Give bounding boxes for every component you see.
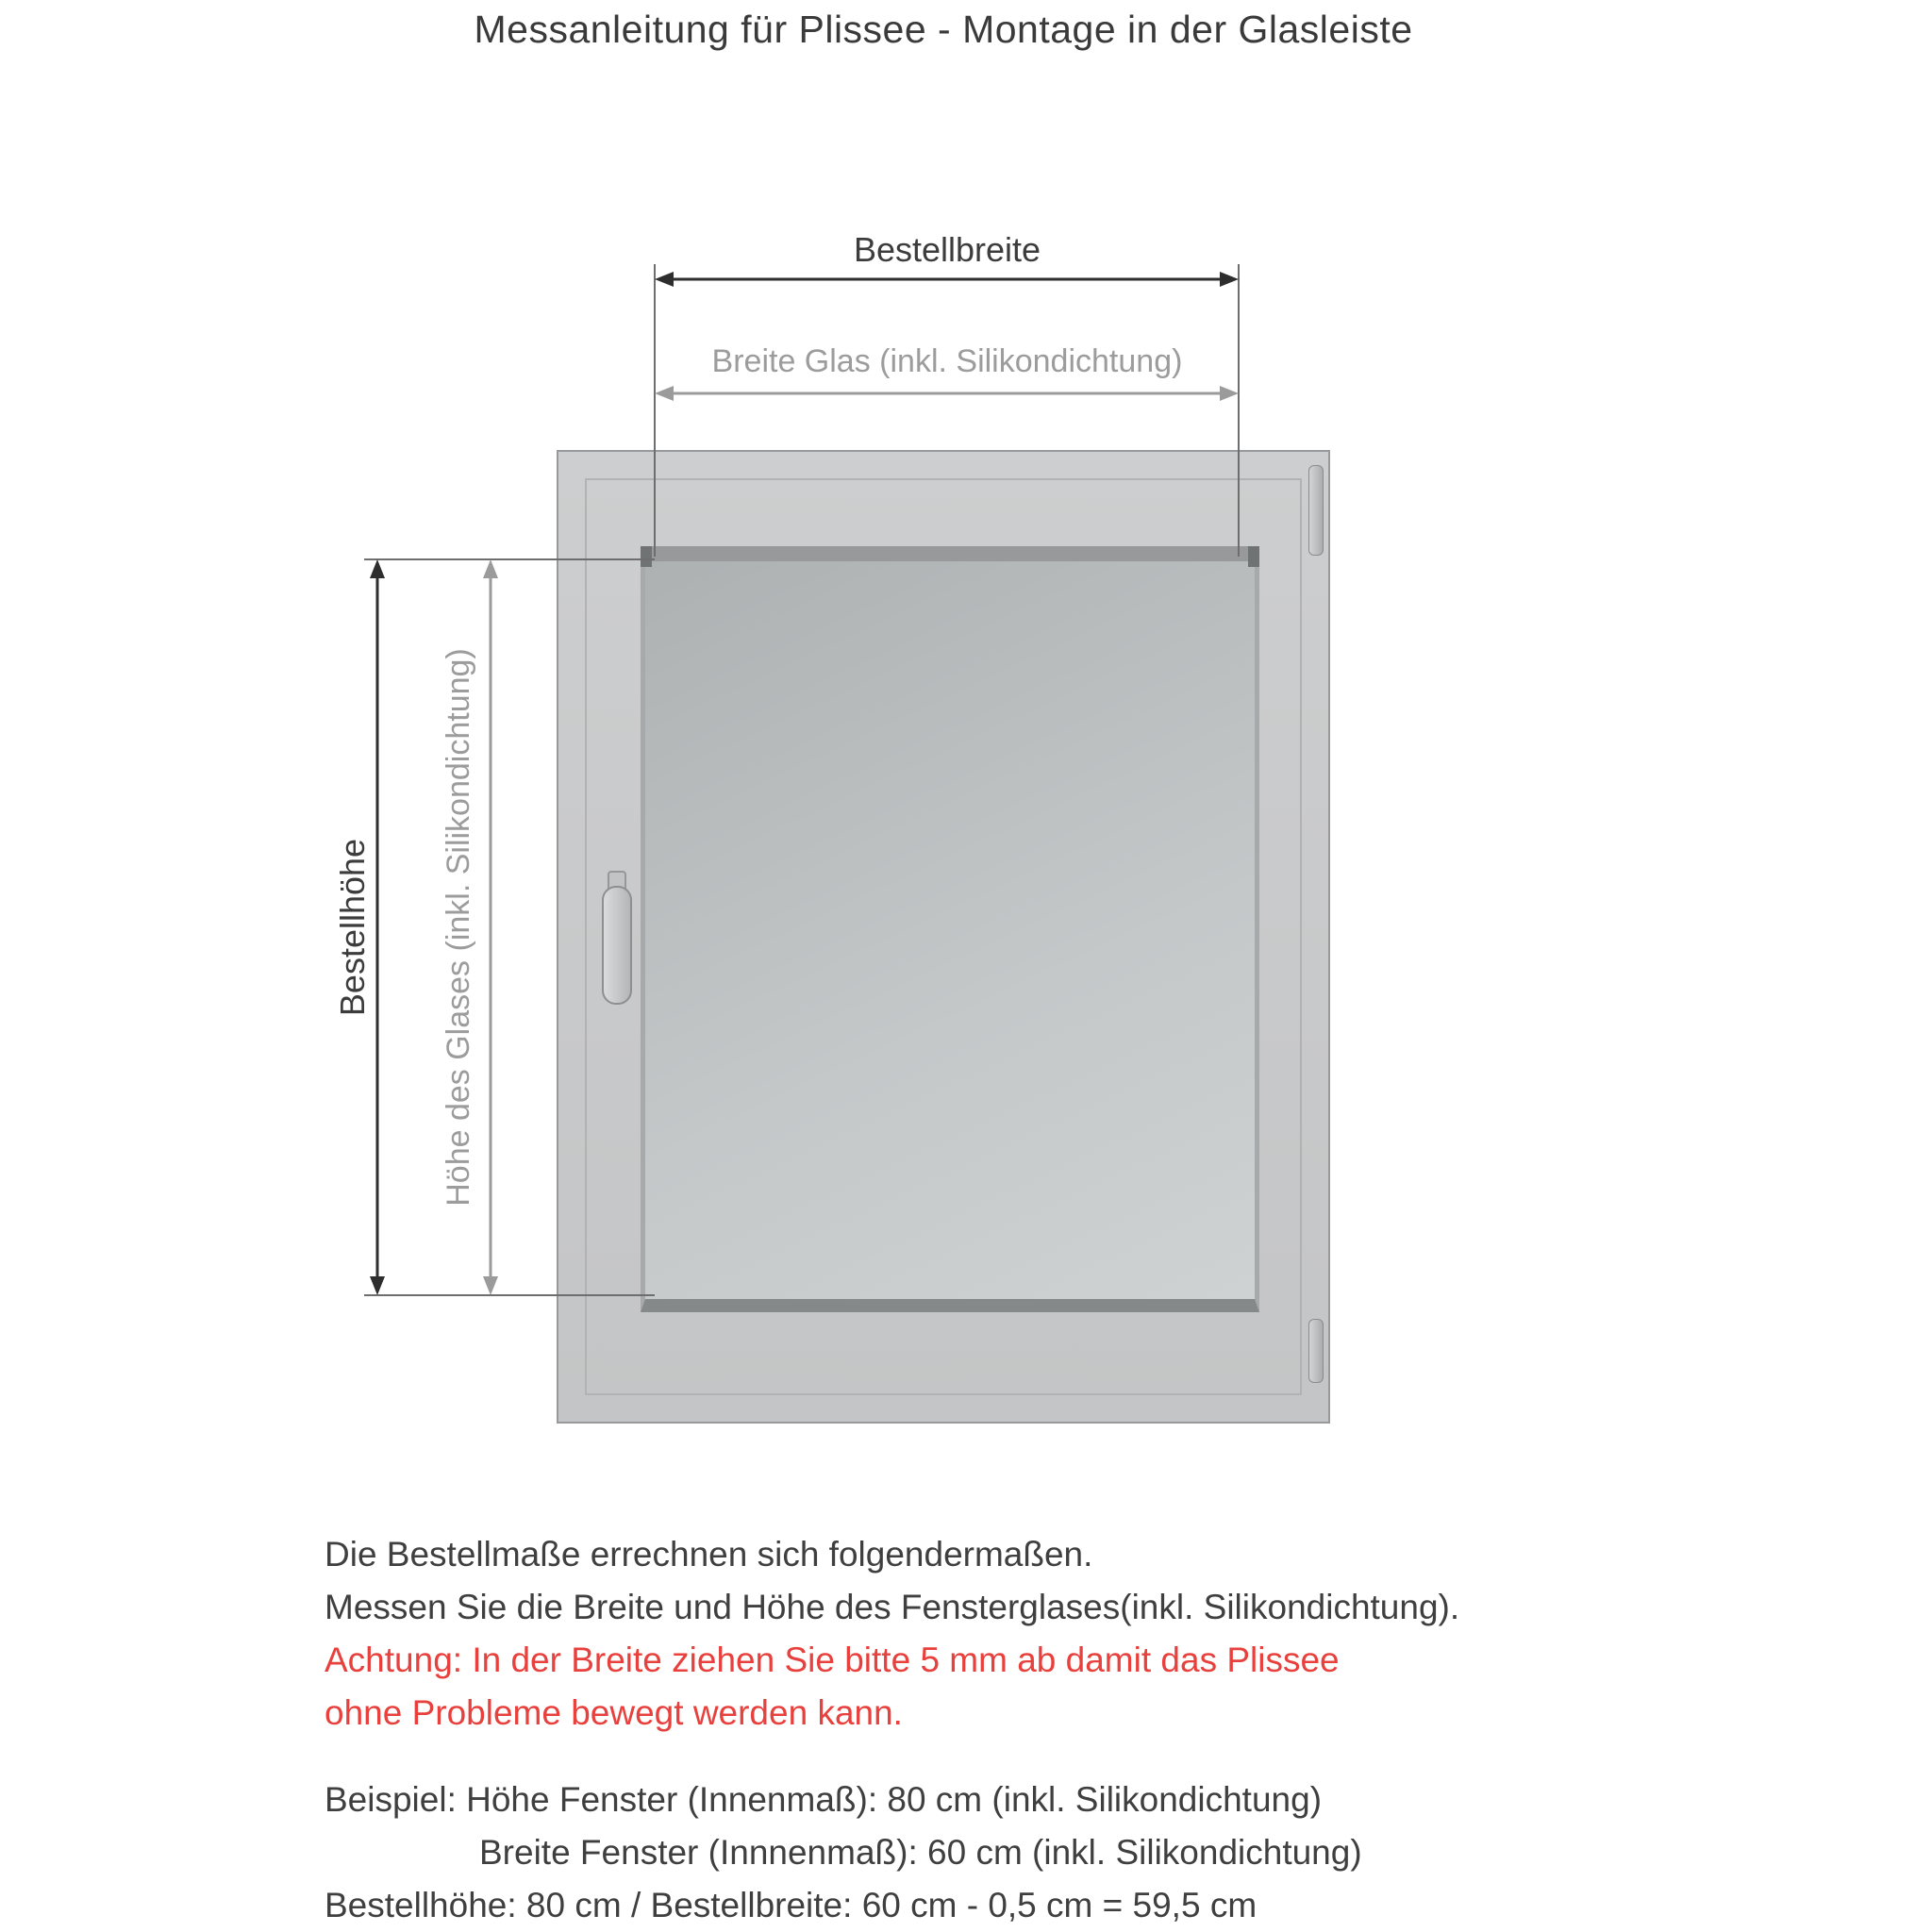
warning-line-2: ohne Probleme bewegt werden kann. (325, 1693, 903, 1732)
order-height-label: Bestellhöhe (333, 838, 372, 1017)
example-line-3: Bestellhöhe: 80 cm / Bestellbreite: 60 cm - 0,5 cm = 59,5 cm (325, 1886, 1257, 1924)
instruction-text (325, 1528, 1459, 1932)
glass-height-arrow (483, 559, 498, 1295)
glass-height-label: Höhe des Glases (inkl. Silikondichtung) (441, 648, 476, 1207)
glass-pane (641, 546, 1259, 1312)
page-title: Messanleitung für Plissee - Montage in der Glasleiste (474, 8, 1413, 51)
order-width-label: Bestellbreite (853, 230, 1041, 269)
glass-width-label: Breite Glas (inkl. Silikondichtung) (711, 343, 1183, 379)
intro-line-2: Messen Sie die Breite und Höhe des Fensterglases(inkl. Silikondichtung). (325, 1588, 1460, 1626)
order-height-arrow (370, 559, 385, 1295)
example-line-2: Breite Fenster (Innnenmaß): 60 cm (inkl. Silikondichtung) (479, 1833, 1362, 1872)
plissee-rail-end-cap-right (1248, 546, 1259, 567)
example-block (325, 1774, 1459, 1932)
window-hinge-top (1308, 465, 1324, 556)
window-hinge-bottom (1308, 1319, 1324, 1383)
glass-bead-frame (641, 546, 1259, 1312)
intro-line-1: Die Bestellmaße errechnen sich folgendermaßen. (325, 1535, 1093, 1574)
window-handle (602, 886, 632, 1005)
window-frame (557, 450, 1330, 1424)
example-line-1: Beispiel: Höhe Fenster (Innenmaß): 80 cm (inkl. Silikondichtung) (325, 1780, 1323, 1819)
glass-width-arrow (655, 386, 1239, 401)
warning-line-1: Achtung: In der Breite ziehen Sie bitte 5 mm ab damit das Plissee (325, 1641, 1340, 1679)
order-width-arrow (655, 272, 1239, 287)
plissee-rail-end-cap-left (641, 546, 652, 567)
